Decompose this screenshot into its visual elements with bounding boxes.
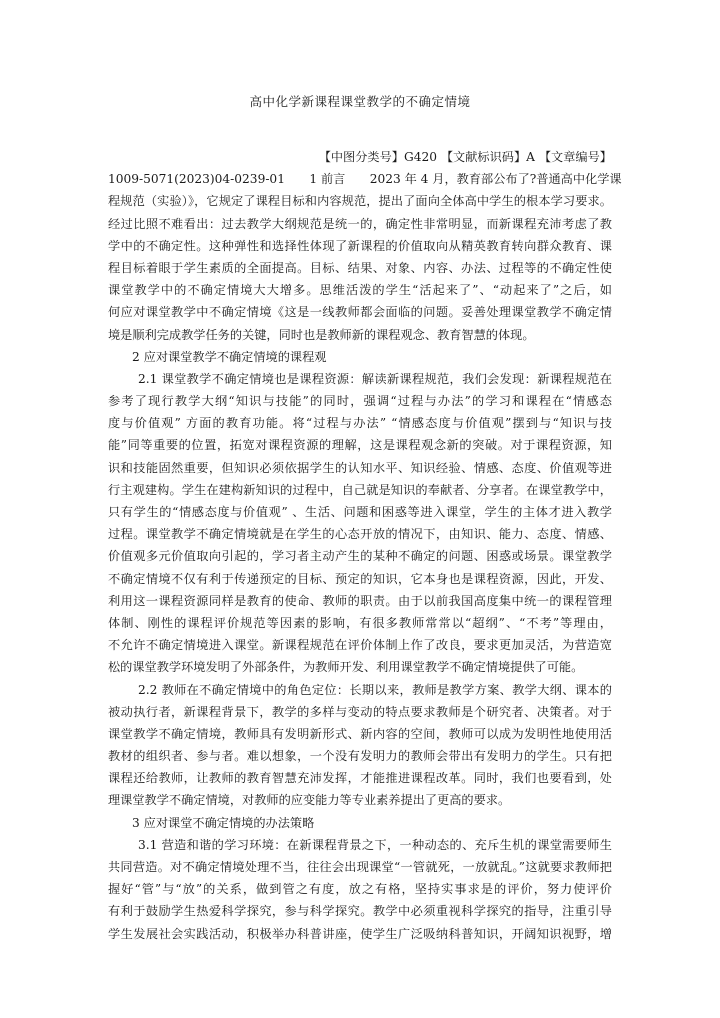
paragraph-line: 利用这一课程资源同样是教育的使命、教师的职责。由于以前我国高度集中统一的课程管理 <box>108 593 612 608</box>
paragraph-line: 何应对课堂教学中不确定情境《这是一线教师都会面临的问题。妥善处理课堂教学不确定情 <box>108 305 612 320</box>
paragraph-line: 2.2 教师在不确定情境中的角色定位：长期以来，教师是教学方案、教学大纲、课本的 <box>138 682 612 697</box>
paragraph-line: 只有学生的“情感态度与价值观” 、生活、问题和困惑等进入课堂，学生的主体才进入教学 <box>108 505 612 519</box>
paragraph-line: 价值观多元价值取向引起的，学习者主动产生的某种不确定的问题、困惑或场景。课堂教学 <box>108 549 612 564</box>
paragraph-line: 学中的不确定性。这种弹性和选择性体现了新课程的价值取向从精英教育转向群众教育、课 <box>108 238 612 253</box>
paragraph-line: 1009-5071(2023)04-0239-01 1 前言 2023 年 4 月，教育部公布了?普通高中化学课 <box>108 172 622 187</box>
metadata-line: 【中图分类号】G420 【文献标识码】A 【文章编号】 <box>318 150 612 164</box>
paragraph-line: 理课堂教学不确定情境，对教师的应变能力等专业素养提出了更高的要求。 <box>108 793 511 808</box>
paragraph-line: 体制、刚性的课程评价规范等因素的影响，有很多教师常常以“超纲”、“不考”等理由， <box>108 615 612 630</box>
paragraph-line: 不确定情境不仅有利于传递预定的目标、预定的知识，它本身也是课程资源，因此，开发、 <box>108 571 612 586</box>
paragraph-line: 有利于鼓励学生热爱科学探究，参与科学探究。教学中必须重视科学探究的指导，注重引导 <box>108 904 612 919</box>
paragraph-line: 教材的组织者、参与者。难以想象，一个没有发明力的教师会带出有发明力的学生。只有把 <box>108 749 612 764</box>
paragraph-line: 课堂教学不确定情境，教师具有发明新形式、新内容的空间，教师可以成为发明性地使用活 <box>108 726 612 741</box>
paragraph-line: 学生发展社会实践活动，积极举办科普讲座，使学生广泛吸纳科普知识，开阔知识视野，增 <box>108 926 612 941</box>
paragraph-line: 3.1 营造和谐的学习环境：在新课程背景之下，一种动态的、充斥生机的课堂需要师生 <box>138 837 612 852</box>
paragraph-line: 不允许不确定情境进入课堂。新课程规范在评价体制上作了改良，要求更加灵活，为营造宽 <box>108 638 612 653</box>
paragraph-line: 松的课堂教学环境发明了外部条件，为教师开发、利用课堂教学不确定情境提供了可能。 <box>108 660 584 675</box>
paragraph-line: 课堂教学中的不确定情境大大增多。思维活泼的学生“活起来了”、“动起来了”之后，如 <box>108 283 612 298</box>
paragraph-line: 度与价值观” 方面的教育功能。将“过程与办法” “情感态度与价值观”摆到与“知识与技 <box>108 416 612 431</box>
paragraph-line: 参考了现行教学大纲“知识与技能”的同时，强调“过程与办法”的学习和课程在“情感态 <box>108 394 612 409</box>
document-body <box>108 146 622 945</box>
paragraph-line: 经过比照不难看出：过去教学大纲规范是统一的，确定性非常明显，而新课程充沛考虑了教 <box>108 216 612 231</box>
paragraph-line: 程规范（实验）》，它规定了课程目标和内容规范，提出了面向全体高中学生的根本学习要求。 <box>108 194 612 209</box>
paragraph-line: 2.1 课堂教学不确定情境也是课程资源：解读新课程规范，我们会发现：新课程规范在 <box>138 371 612 386</box>
paragraph-line: 境是顺利完成教学任务的关键，同时也是教师新的课程观念、教育智慧的体现。 <box>108 327 535 342</box>
section-heading: 3 应对课堂不确定情境的办法策略 <box>132 815 315 830</box>
paragraph-line: 行主观建构。学生在建构新知识的过程中，自己就是知识的奉献者、分享者。在课堂教学中， <box>108 482 612 497</box>
paragraph-line: 能”同等重要的位置，拓宽对课程资源的理解，这是课程观念新的突破。对于课程资源，知 <box>108 438 612 453</box>
section-heading: 2 应对课堂教学不确定情境的课程观 <box>132 349 327 364</box>
paragraph-line: 程目标着眼于学生素质的全面提高。目标、结果、对象、内容、办法、过程等的不确定性使 <box>108 260 612 275</box>
paragraph-line: 共同营造。对不确定情境处理不当，往往会出现课堂“一管就死，一放就乱。”这就要求教师把 <box>108 860 612 874</box>
paragraph-line: 被动执行者，新课程背景下，教学的多样与变动的特点要求教师是个研究者、决策者。对于 <box>108 704 612 719</box>
paragraph-line: 课程还给教师，让教师的教育智慧充沛发挥，才能推进课程改革。同时，我们也要看到，处 <box>108 771 612 786</box>
paragraph-line: 过程。课堂教学不确定情境就是在学生的心态开放的情况下，由知识、能力、态度、情感、 <box>108 527 612 542</box>
paragraph-line: 识和技能固然重要，但知识必须依据学生的认知水平、知识经验、情感、态度、价值观等进 <box>108 460 612 475</box>
document-title: 高中化学新课程课堂教学的不确定情境 <box>249 94 471 109</box>
paragraph-line: 握好“管”与“放”的关系，做到管之有度，放之有格，坚持实事求是的评价，努力使评价 <box>108 882 612 897</box>
